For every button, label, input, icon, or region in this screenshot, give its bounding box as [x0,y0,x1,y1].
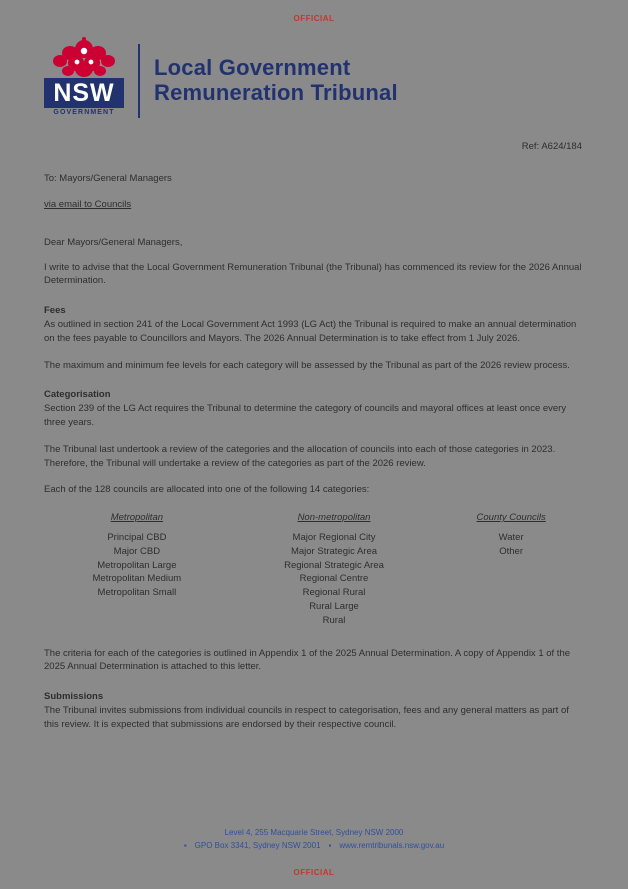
categories-table-body-row [44,530,584,628]
address-block [44,172,584,213]
column-header-non-metropolitan: Non-metropolitan [297,512,371,524]
categories-table [44,511,584,628]
categorisation-paragraph-1: Section 239 of the LG Act requires the Tribunal to determine the category of councils and mayoral offices at least once every three years. [44,403,567,429]
submissions-paragraph: The Tribunal invites submissions from individual councils in respect to categorisation, fees and any general matters as part of this review. It is expected that submissions are endorsed by their respective council. [44,705,569,730]
document-footer [0,826,628,853]
categorisation-paragraph-3: Each of the 128 councils are allocated into one of the following 14 categories: [44,484,370,496]
classification-marking-bottom: OFFICIAL [293,868,335,877]
category-list-metropolitan [44,530,230,628]
nsw-government-logo [42,37,126,125]
list-item: Water [498,532,524,544]
list-item: Metropolitan Small [97,587,177,599]
footer-website-link[interactable]: www.remtribunals.nsw.gov.au [339,841,445,851]
classification-marking-top: OFFICIAL [293,14,335,23]
waratah-icon [48,37,120,79]
list-item: Major Regional City [292,532,376,544]
list-item: Regional Rural [302,587,366,599]
list-item: Regional Strategic Area [284,559,384,571]
list-item: Other [499,545,523,557]
intro-paragraph: I write to advise that the Local Government Remuneration Tribunal (the Tribunal) has commenced its review for the 2026 Annual Determination. [44,261,582,287]
footer-address-line: Level 4, 255 Macquarie Street, Sydney NSW 2000 [224,827,404,837]
organisation-title-line1: Local Government [154,55,351,81]
fees-paragraph-2: The maximum and minimum fee levels for each category will be assessed by the Tribunal as part of the 2026 review process. [44,359,570,371]
column-header-county-councils: County Councils [476,512,546,524]
list-item: Major CBD [113,545,161,557]
address-delivery-method: via email to Councils [44,199,132,211]
list-item: Major Strategic Area [290,545,378,557]
column-header-metropolitan: Metropolitan [110,512,164,524]
bullet-icon: ▪ [183,841,187,851]
list-item: Regional Centre [299,573,369,585]
list-item: Metropolitan Large [97,559,177,571]
addressee-line: To: Mayors/General Managers [44,173,172,184]
list-item: Rural Large [309,600,359,612]
categorisation-paragraph-2: The Tribunal last undertook a review of the categories and the allocation of councils into each of those categories in 2023. Therefore, the Tribunal will undertake a review of the categories as part of the 2026 review. [44,443,556,469]
nsw-logo-subtext: GOVERNMENT [53,109,115,116]
categories-table-header-row [44,511,584,530]
category-list-non-metropolitan [230,530,438,628]
list-item: Rural [322,614,346,626]
list-item: Principal CBD [107,532,167,544]
reference-number: Ref: A624/184 [521,141,582,152]
section-heading-fees: Fees [44,305,66,317]
footer-postal-address: GPO Box 3341, Sydney NSW 2001 [194,841,321,851]
salutation: Dear Mayors/General Managers, [44,236,183,248]
section-heading-submissions: Submissions [44,691,104,703]
appendix-paragraph: The criteria for each of the categories is outlined in Appendix 1 of the 2025 Annual Determination. A copy of Appendix 1 of the 2025 Annual Determination is attached to this letter. [44,647,571,673]
fees-paragraph-1: As outlined in section 241 of the Local Government Act 1993 (LG Act) the Tribunal is required to make an annual determination on the fees payable to Councillors and Mayors. The 2026 Annual Determination is to take effect from 1 July 2026. [44,319,577,344]
organisation-title [154,56,398,105]
section-heading-categorisation: Categorisation [44,389,111,401]
list-item: Metropolitan Medium [92,573,182,585]
bullet-icon: ▪ [328,841,332,851]
nsw-logo-text: NSW [44,78,124,108]
footer-contact-line [0,839,628,853]
organisation-title-line2: Remuneration Tribunal [154,80,398,105]
letterhead-divider [138,44,140,118]
category-list-county-councils [438,530,584,628]
letterhead [42,37,584,125]
